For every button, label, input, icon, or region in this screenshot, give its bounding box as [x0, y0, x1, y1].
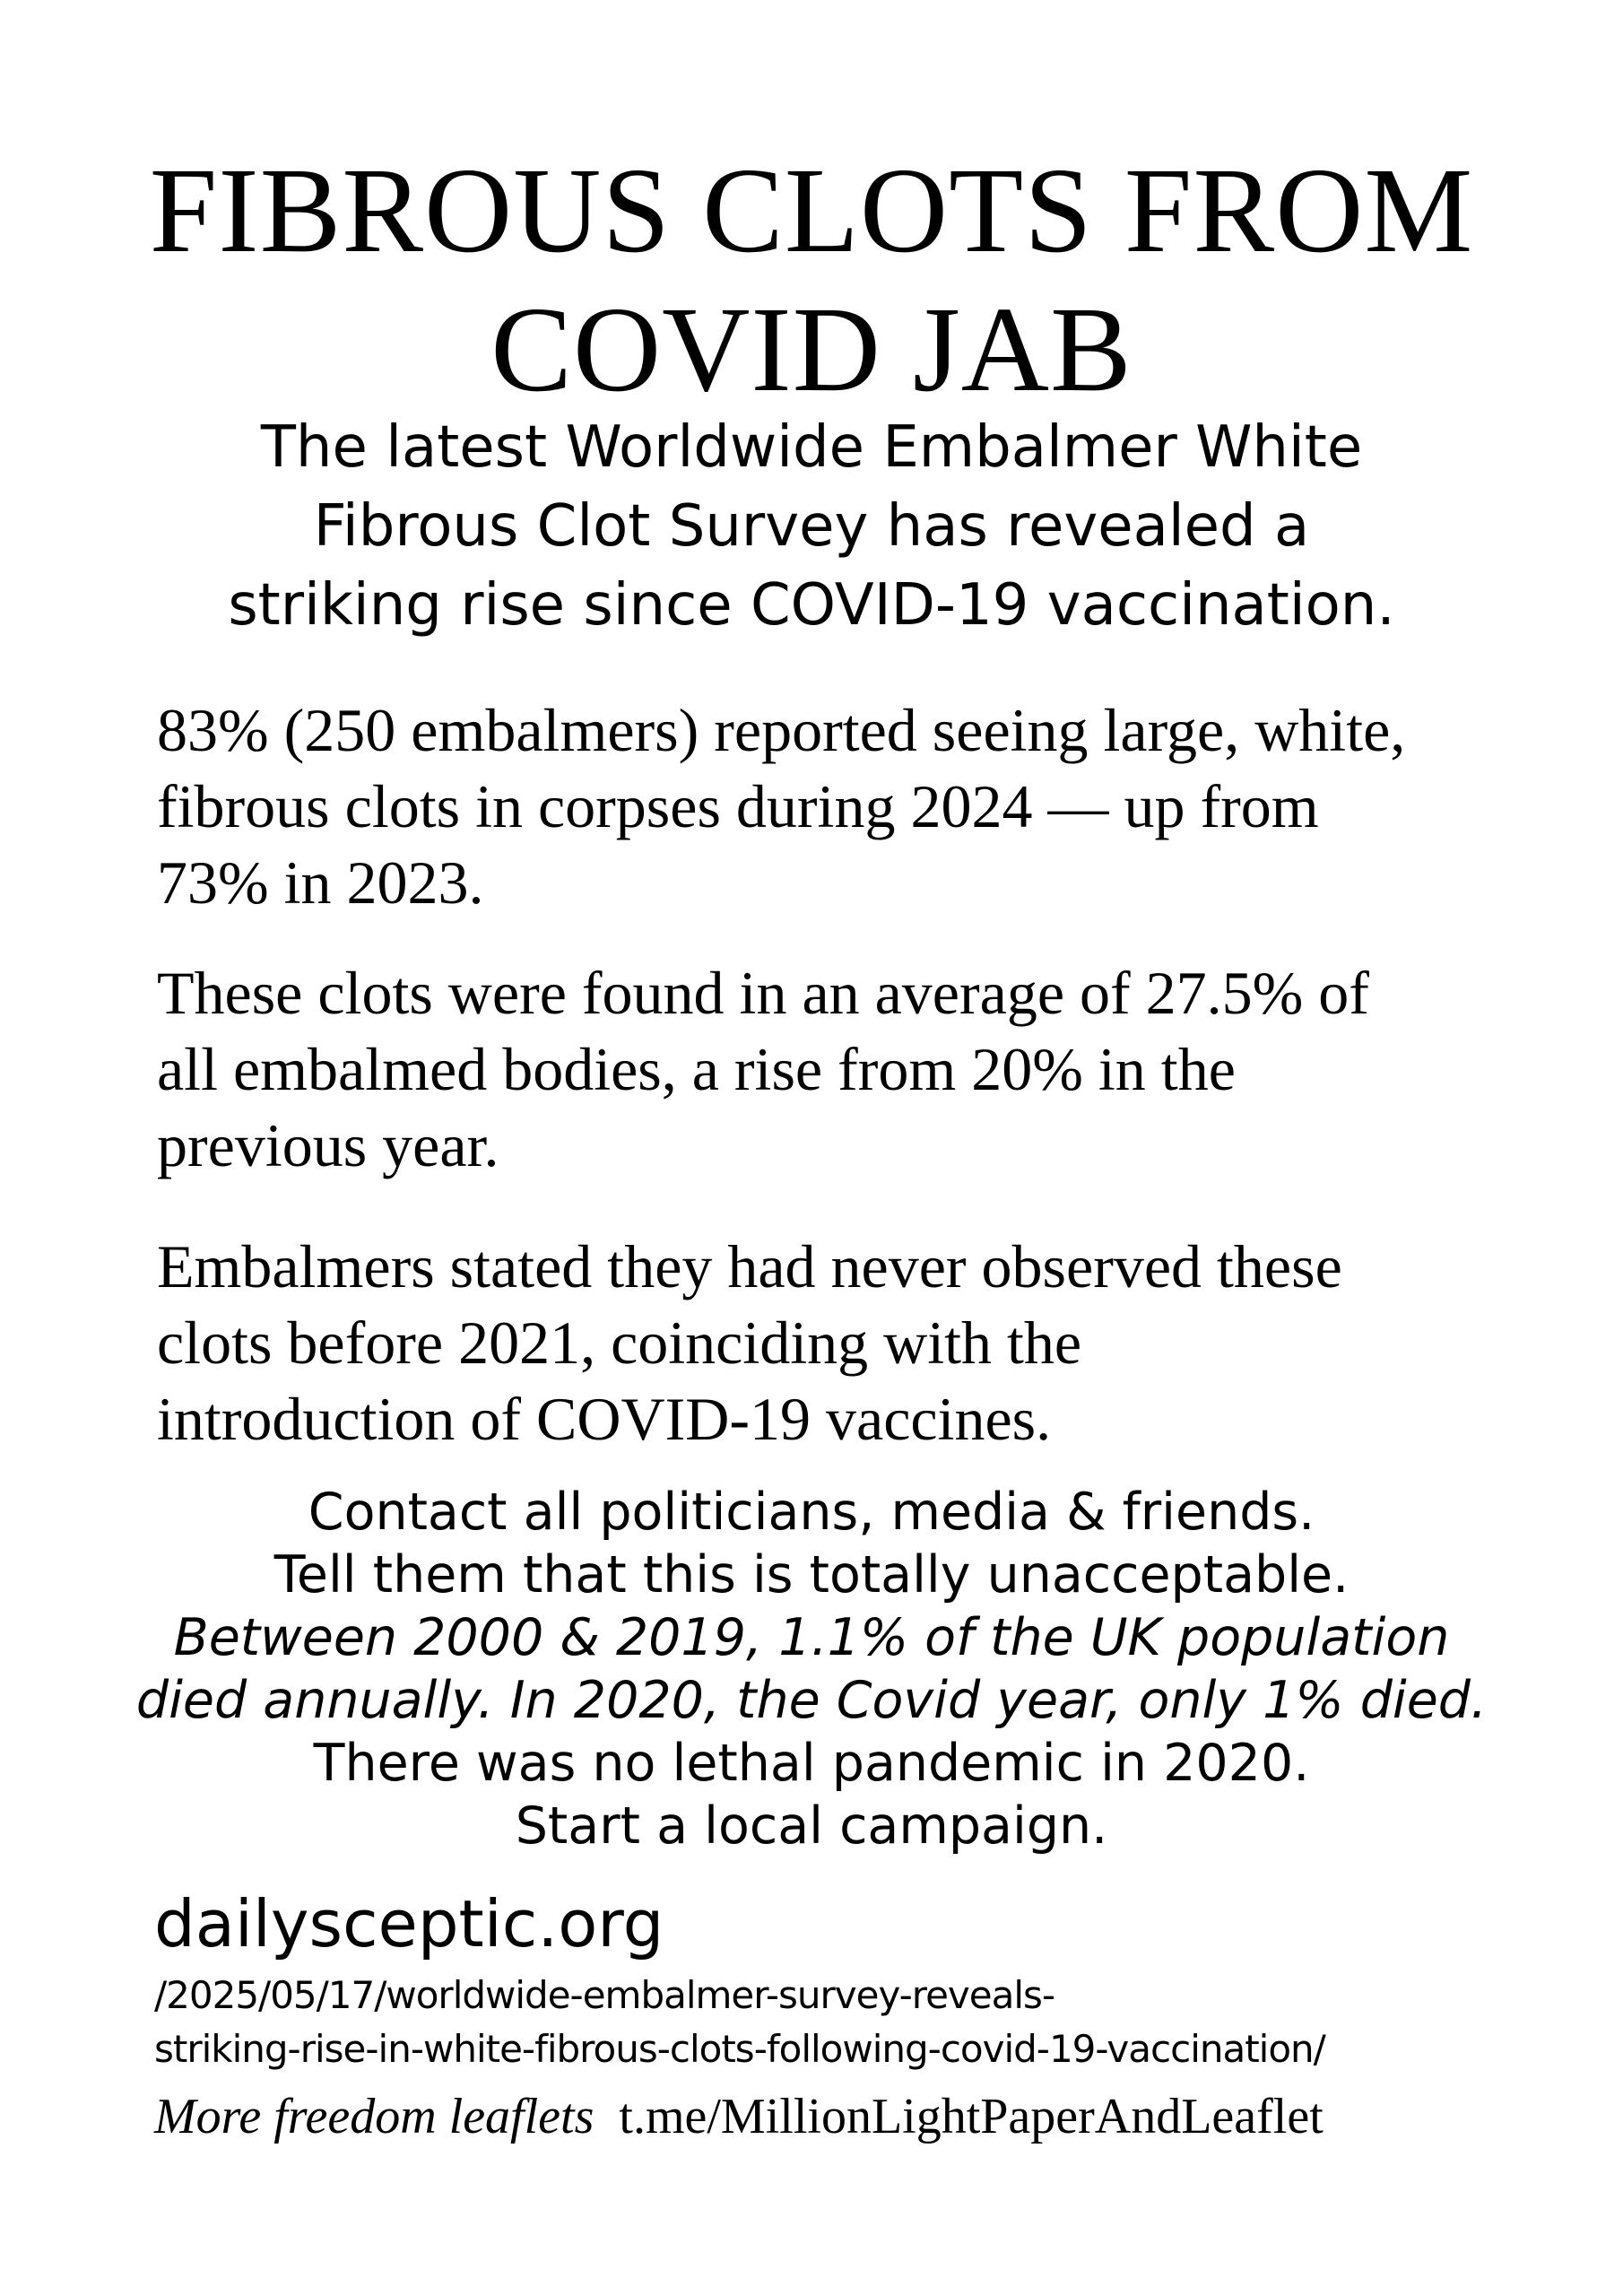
paragraph-line: These clots were found in an average of 27.5% of — [157, 959, 1369, 1027]
paragraph-line: Embalmers stated they had never observed these — [157, 1232, 1342, 1300]
source-url-line-2: striking-rise-in-white-fibrous-clots-following-covid-19-vaccination/ — [154, 2027, 1325, 2071]
paragraph-line: all embalmed bodies, a rise from 20% in the — [157, 1035, 1236, 1103]
footer-link: t.me/MillionLightPaperAndLeaflet — [619, 2089, 1324, 2144]
headline-line-2: COVID JAB — [490, 283, 1133, 417]
cta-line-campaign: Start a local campaign. — [515, 1796, 1108, 1856]
source-url-line-1: /2025/05/17/worldwide-embalmer-survey-reveals- — [154, 1973, 1055, 2017]
subheadline — [117, 408, 1506, 645]
cta-line-mortality-2: died annually. In 2020, the Covid year, only 1% died. — [135, 1671, 1488, 1730]
paragraph-line: introduction of COVID-19 vaccines. — [157, 1385, 1052, 1453]
subheadline-line-3: striking rise since COVID-19 vaccination. — [228, 572, 1395, 639]
source-site: dailysceptic.org — [154, 1886, 664, 1961]
paragraph-line: 73% in 2023. — [157, 848, 484, 917]
paragraph-line: previous year. — [157, 1111, 499, 1179]
footer — [154, 2085, 1324, 2148]
cta-line-no-pandemic: There was no lethal pandemic in 2020. — [313, 1734, 1310, 1793]
cta-line-mortality-1: Between 2000 & 2019, 1.1% of the UK population — [173, 1608, 1450, 1667]
subheadline-line-1: The latest Worldwide Embalmer White — [260, 414, 1363, 481]
footer-label: More freedom leaflets — [154, 2089, 595, 2144]
paragraph-never-observed — [157, 1229, 1520, 1457]
subheadline-line-2: Fibrous Clot Survey has revealed a — [313, 493, 1310, 560]
call-to-action — [108, 1481, 1515, 1857]
cta-line-tell: Tell them that this is totally unacceptable. — [273, 1545, 1350, 1605]
source-url-path — [154, 1969, 1553, 2076]
paragraph-line: 83% (250 embalmers) reported seeing large, white, — [157, 696, 1406, 764]
paragraph-line: fibrous clots in corpses during 2024 — up from — [157, 772, 1319, 840]
headline-line-1: FIBROUS CLOTS FROM — [149, 144, 1474, 278]
paragraph-clot-sightings — [157, 692, 1520, 921]
cta-line-contact: Contact all politicians, media & friends. — [308, 1483, 1315, 1542]
paragraph-clot-frequency — [157, 955, 1520, 1184]
paragraph-line: clots before 2021, coinciding with the — [157, 1309, 1082, 1377]
